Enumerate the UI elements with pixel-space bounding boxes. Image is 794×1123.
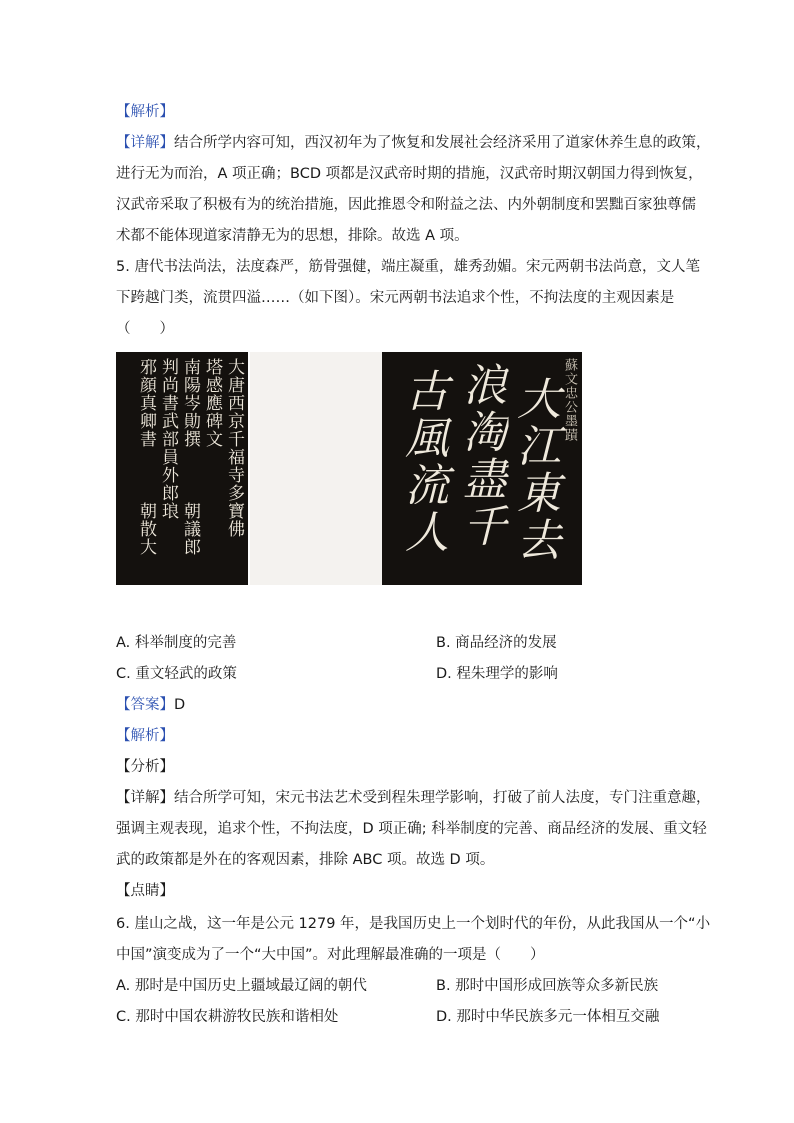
q4-detail-line-4: 术都不能体现道家清静无为的思想，排除。故选 A 项。 xyxy=(116,228,469,244)
q4-analysis-label: 【解析】 xyxy=(116,104,174,120)
q5-option-a: A. 科举制度的完善 xyxy=(116,635,237,651)
q5-detail-line-3: 武的政策都是外在的客观因素，排除 ABC 项。故选 D 项。 xyxy=(116,852,495,868)
calligraphy-image-right xyxy=(382,352,582,585)
q6-option-c: C. 那时中国农耕游牧民族和谐相处 xyxy=(116,1009,339,1025)
calligraphy-right-col-1: 大江東去 xyxy=(509,376,560,564)
q5-comment-label: 【点睛】 xyxy=(116,883,174,899)
q6-option-a: A. 那时是中国历史上疆域最辽阔的朝代 xyxy=(116,978,367,994)
q5-option-c: C. 重文轻武的政策 xyxy=(116,666,237,682)
q6-stem-line-1: 6. 崖山之战，这一年是公元 1279 年，是我国历史上一个划时代的年份，从此我国从一个“小 xyxy=(116,916,711,932)
calligraphy-image-left xyxy=(116,352,248,585)
q5-stem-line-3: （ ） xyxy=(116,321,174,337)
calligraphy-left-col-2: 塔感應碑文 xyxy=(202,358,222,448)
calligraphy-right-seal: 蘇文忠公墨蹟 xyxy=(562,358,577,442)
calligraphy-left-col-7: 朝散大 xyxy=(136,502,156,556)
q4-detail-line-2: 进行无为而治，A 项正确；BCD 项都是汉武帝时期的措施，汉武帝时期汉朝国力得到恢复， xyxy=(116,166,703,182)
calligraphy-left-col-1: 大唐西京千福寺多寶佛 xyxy=(224,358,244,538)
q6-stem-line-2: 中国”演变成为了一个“大中国”。对此理解最准确的一项是（ ） xyxy=(116,947,545,963)
q5-analyze-label: 【分析】 xyxy=(116,759,174,775)
q4-detail-line-1 xyxy=(116,133,711,153)
q5-detail-line-2: 强调主观表现，追求个性，不拘法度，D 项正确; 科举制度的完善、商品经济的发展、重文轻 xyxy=(116,821,707,837)
q5-answer xyxy=(116,695,185,715)
q5-detail-label: 【详解】 xyxy=(116,790,174,806)
image-gap xyxy=(250,352,382,585)
q5-stem-line-1: 5. 唐代书法尚法，法度森严，筋骨强健，端庄凝重，雄秀劲媚。宋元两朝书法尚意，文人笔 xyxy=(116,259,700,275)
q6-option-d: D. 那时中华民族多元一体相互交融 xyxy=(436,1009,660,1025)
calligraphy-right-col-2: 浪淘盡千 xyxy=(455,362,506,550)
q6-option-b: B. 那时中国形成回族等众多新民族 xyxy=(436,978,659,994)
calligraphy-left-col-6: 朝議郎 xyxy=(180,502,200,556)
q5-answer-label: 【答案】 xyxy=(116,697,174,713)
q5-analysis-label: 【解析】 xyxy=(116,728,174,744)
q5-answer-value: D xyxy=(174,697,186,713)
q5-option-b: B. 商品经济的发展 xyxy=(436,635,557,651)
calligraphy-left-col-3: 南陽岑勛撰 xyxy=(180,358,200,448)
q4-detail-text: 结合所学内容可知，西汉初年为了恢复和发展社会经济采用了道家休养生息的政策， xyxy=(174,135,711,151)
q5-detail-text: 结合所学可知，宋元书法艺术受到程朱理学影响，打破了前人法度，专门注重意趣， xyxy=(174,790,711,806)
q4-detail-label: 【详解】 xyxy=(116,135,174,151)
q5-option-d: D. 程朱理学的影响 xyxy=(436,666,558,682)
q4-detail-line-3: 汉武帝采取了积极有为的统治措施，因此推恩令和附益之法、内外朝制度和罢黜百家独尊儒 xyxy=(116,197,696,213)
calligraphy-left-col-5: 邪顔真卿書 xyxy=(136,358,156,448)
q5-stem-line-2: 下跨越门类，流贯四溢……（如下图）。宋元两朝书法追求个性，不拘法度的主观因素是 xyxy=(116,290,675,306)
calligraphy-right-col-3: 古風流人 xyxy=(397,368,448,556)
q5-detail-line-1 xyxy=(116,788,711,808)
calligraphy-left-col-4: 判尚書武部員外郎琅 xyxy=(158,358,178,520)
